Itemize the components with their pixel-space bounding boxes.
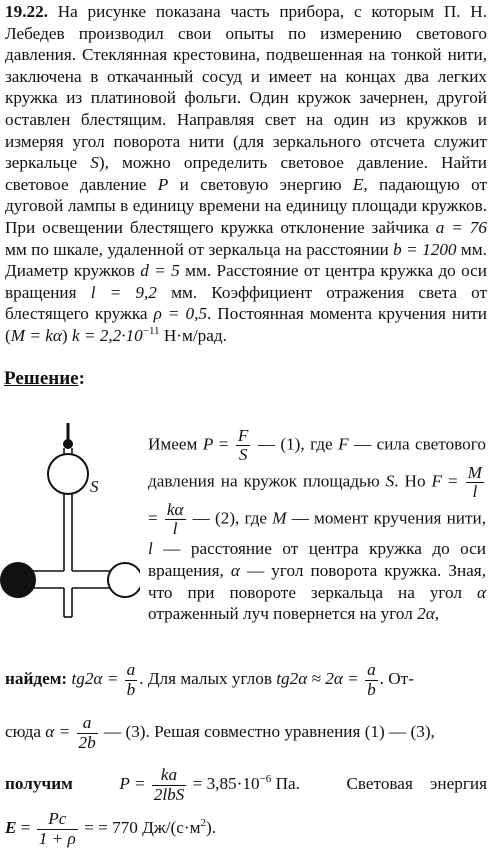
bold-word: найдем: [5, 669, 68, 688]
problem-text: ) [61, 325, 72, 345]
problem-text: . Постоянная момента кручения нити ( [5, 304, 487, 345]
suspension-knob [63, 439, 73, 449]
formula: tg2α = [67, 669, 123, 688]
solution-paragraph-1 [148, 427, 486, 625]
k-unit: Н·м/рад. [159, 325, 227, 345]
lebedev-device-figure [0, 420, 140, 630]
denominator: b [367, 679, 376, 699]
var-S: S [385, 471, 395, 491]
numerator: Pc [48, 809, 67, 829]
numerator: a [82, 713, 92, 733]
fraction-a-over-b-2 [365, 661, 378, 698]
numerator: ka [160, 765, 178, 785]
text: . Но [394, 471, 432, 491]
given-l: l = 9,2 [90, 282, 157, 302]
var-F: F [431, 471, 443, 491]
exponent: −6 [259, 773, 272, 785]
text: Световая энергия [346, 774, 487, 793]
solution-heading-colon: : [78, 368, 85, 389]
mirror-circle [48, 454, 88, 494]
numerator: kα [166, 500, 184, 520]
problem-text: мм. Диаметр кружков [5, 239, 487, 281]
text: — (3). Решая совместно уравнения (1) — (3), [99, 722, 435, 741]
fraction-a-over-b [125, 661, 138, 698]
var-P: P [157, 174, 169, 194]
text: — (2), где [187, 508, 273, 528]
solution-heading-text: Решение [4, 368, 79, 389]
denominator: 2lbS [153, 784, 185, 804]
exponent: 2 [200, 817, 206, 829]
var-S: S [90, 153, 99, 173]
given-b: b = 1200 [393, 239, 457, 259]
text: = [16, 818, 35, 837]
text: — сила светового давления на кружок площадью [148, 434, 486, 491]
text: — момент кручения нити, [286, 508, 486, 528]
var-M: M [272, 508, 287, 528]
text: — (1), где [252, 434, 339, 454]
text: сюда [5, 722, 46, 741]
var-P: P [202, 434, 214, 454]
given-M: M = kα [10, 325, 62, 345]
text: — угол поворота кружка. Зная, что при повороте зеркальца на угол [148, 560, 486, 602]
numerator: a [367, 660, 376, 680]
problem-text: На рисунке показана часть прибора, с которым П. Н. Лебедев производил свои опыты по измерению светового давления. Стеклянная крестовина, подвешенная на тонкой нити, заключена в откачанный сосуд и имеет на концах два легких кружка из платиновой фольги. Один кружок зачернен, другой оставлен блестящим. Направляя свет на один из кружков и измеряя угол поворота нити (для зеркального отсчета служит зеркальце [5, 2, 487, 173]
given-d: d = 5 [140, 261, 180, 281]
denominator: 1 + ρ [38, 828, 76, 848]
text: . От- [379, 669, 414, 688]
var-alpha: α [476, 582, 486, 602]
denominator: l [472, 482, 478, 502]
text: . Для малых углов [139, 669, 277, 688]
var-F: F [338, 434, 349, 454]
given-rho: ρ = 0,5 [153, 304, 207, 324]
pressure-result [119, 760, 300, 808]
blackened-disc [1, 563, 35, 597]
var-2alpha: 2α [417, 604, 435, 624]
problem-text: мм. Расстояние от центра кружка до оси вращения [5, 261, 487, 302]
problem-text: ), можно определить световое давление. Найти световое давление [5, 153, 487, 194]
text: = [213, 434, 234, 454]
numerator: a [126, 660, 136, 680]
var-E: E [5, 818, 17, 837]
bold-word: получим [5, 774, 73, 793]
solution-heading [4, 368, 85, 390]
solution-line-otsyuda [5, 708, 487, 756]
problem-text: и световую энергию [168, 174, 353, 194]
solution-line-poluchim [5, 760, 487, 808]
fraction-a-over-2b [77, 714, 98, 751]
value: = = 770 Дж/(с·м [79, 818, 201, 837]
text: , [434, 604, 440, 624]
text: ). [206, 818, 217, 837]
given-a: a = 76 [435, 217, 487, 237]
problem-number: 19.22. [5, 2, 48, 21]
problem-text: , падающую от дуговой лампы в единицу времени на единицу площади кружков. При освещении блестящего кружка отклонение зайчика [5, 174, 487, 237]
denominator: S [238, 445, 248, 465]
text: = [442, 471, 464, 491]
formula: α = [45, 722, 75, 741]
fraction-ka-over-l [165, 501, 186, 538]
fraction-Pc-over-1-plus-rho [37, 810, 78, 847]
text: отраженный луч повернется на угол [148, 604, 418, 624]
numerator: M [467, 463, 482, 483]
fraction-M-over-l [466, 464, 484, 501]
text: Имеем [148, 434, 203, 454]
solution-line-energy [5, 806, 487, 850]
fraction-ka-over-2lbS [152, 766, 187, 803]
problem-text: мм по шкале, удаленной от зеркальца на расстоянии [5, 239, 394, 259]
fraction-F-over-S [236, 427, 251, 464]
denominator: b [126, 679, 136, 699]
problem-statement [5, 1, 487, 347]
var-E: E [352, 174, 364, 194]
value: = 3,85·10 [188, 774, 260, 793]
unit: Па. [271, 774, 300, 793]
formula: tg2α ≈ 2α = [276, 669, 364, 688]
solution-line-naydem [5, 655, 487, 703]
k-exponent: −11 [142, 324, 160, 337]
numerator: F [237, 426, 249, 445]
var-l: l [148, 539, 153, 559]
var-alpha: α [230, 560, 240, 580]
text: = [148, 508, 163, 528]
mirror-label: S [90, 477, 99, 496]
text: — расстояние от центра кружка до оси вращения, [148, 539, 486, 580]
shiny-disc [108, 563, 140, 597]
denominator: l [172, 519, 178, 539]
given-k: k = 2,2·10 [71, 325, 143, 345]
problem-text: мм. Коэффициент отражения света от блестящего кружка [5, 282, 488, 324]
formula: P = [119, 774, 150, 793]
denominator: 2b [78, 732, 96, 752]
